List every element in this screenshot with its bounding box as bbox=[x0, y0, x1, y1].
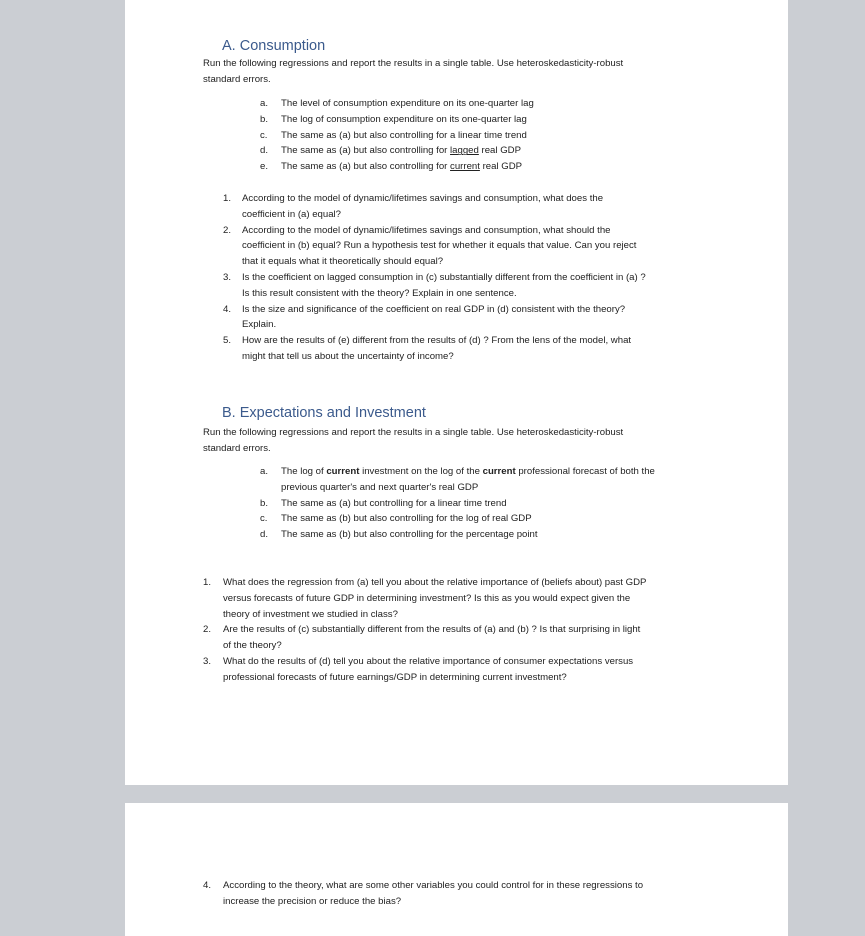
list-marker: b. bbox=[260, 497, 269, 509]
text-segment: real GDP bbox=[479, 161, 523, 173]
text-segment: The log of bbox=[281, 466, 327, 477]
list-item-line: The level of consumption expenditure on its one-quarter lag bbox=[281, 98, 534, 109]
list-marker: 4. bbox=[203, 880, 212, 891]
underlined-text: lagged bbox=[450, 145, 479, 157]
list-item-line: versus forecasts of future GDP in determining investment? Is this as you would expect given the bbox=[223, 592, 631, 604]
list-marker: b. bbox=[260, 113, 269, 125]
list-item-line: Explain. bbox=[242, 319, 277, 331]
list-item-line: According to the model of dynamic/lifetimes savings and consumption, what should the bbox=[242, 224, 611, 236]
intro-line: Run the following regressions and report the results in a single table. Use heteroskedasticity-robust bbox=[203, 427, 624, 438]
section-a-intro bbox=[203, 56, 623, 88]
list-marker: 2. bbox=[203, 624, 212, 636]
list-marker: a. bbox=[260, 98, 269, 109]
list-marker: 3. bbox=[203, 656, 212, 667]
list-item-line bbox=[281, 464, 655, 480]
text-segment: investment on the log of the bbox=[359, 466, 483, 477]
intro-line: Run the following regressions and report the results in a single table. Use heteroskedasticity-robust bbox=[203, 58, 624, 69]
list-marker: c. bbox=[260, 129, 268, 141]
text-segment: professional forecast of both the bbox=[515, 466, 655, 477]
document-page-1 bbox=[125, 0, 788, 785]
list-item-line: How are the results of (e) different from the results of (d) ? From the lens of the model, what bbox=[242, 335, 632, 347]
list-item-line: might that tell us about the uncertainty of income? bbox=[242, 351, 454, 362]
text-segment: The same as (a) but also controlling for bbox=[281, 161, 451, 173]
list-item-line: Is the size and significance of the coefficient on real GDP in (d) consistent with the theory? bbox=[242, 303, 626, 315]
list-marker: 4. bbox=[223, 303, 232, 315]
list-item-line: According to the theory, what are some other variables you could control for in these regressions to bbox=[223, 880, 644, 891]
section-b-heading: B. Expectations and Investment bbox=[222, 405, 426, 421]
list-item-line: Is this result consistent with the theory? Explain in one sentence. bbox=[242, 287, 517, 299]
list-item-line: coefficient in (a) equal? bbox=[242, 208, 342, 220]
section-b-intro bbox=[203, 425, 623, 457]
text-segment: real GDP bbox=[478, 145, 521, 157]
underlined-text: current bbox=[450, 161, 480, 173]
list-item-line bbox=[281, 159, 522, 175]
intro-line: standard errors. bbox=[203, 73, 271, 85]
list-item-line: Is the coefficient on lagged consumption in (c) substantially different from the coefficient in (a) ? bbox=[242, 272, 646, 283]
section-a-heading: A. Consumption bbox=[222, 38, 326, 54]
list-item-line: What does the regression from (a) tell you about the relative importance of (beliefs about) past GDP bbox=[223, 577, 647, 588]
bold-text: current bbox=[326, 466, 360, 477]
list-item-line: The same as (a) but controlling for a linear time trend bbox=[281, 497, 507, 509]
list-item-line: professional forecasts of future earnings/GDP in determining current investment? bbox=[223, 671, 567, 683]
list-item-line: increase the precision or reduce the bias? bbox=[223, 895, 402, 907]
list-marker: e. bbox=[260, 161, 269, 173]
list-marker: 5. bbox=[223, 335, 232, 347]
list-item-line: that it equals what it theoretically should equal? bbox=[242, 256, 444, 268]
intro-line: standard errors. bbox=[203, 442, 271, 454]
bold-text: current bbox=[482, 466, 516, 477]
list-marker: c. bbox=[260, 513, 268, 525]
list-item-line: The same as (b) but also controlling for the log of real GDP bbox=[281, 513, 532, 525]
list-item-line: The same as (b) but also controlling for the percentage point bbox=[281, 529, 538, 541]
list-item-line: previous quarter's and next quarter's real GDP bbox=[281, 481, 479, 493]
list-item-line bbox=[281, 143, 521, 159]
list-marker: d. bbox=[260, 529, 269, 541]
text-segment: The same as (a) but also controlling for bbox=[281, 145, 451, 157]
list-marker: 1. bbox=[203, 577, 212, 588]
document-page-2 bbox=[125, 803, 788, 936]
list-marker: a. bbox=[260, 466, 269, 477]
list-item-line: theory of investment we studied in class? bbox=[223, 608, 398, 620]
list-item-line: of the theory? bbox=[223, 640, 282, 652]
list-item-line: The log of consumption expenditure on its one-quarter lag bbox=[281, 113, 527, 125]
list-marker: 1. bbox=[223, 193, 232, 204]
list-item-line: Are the results of (c) substantially different from the results of (a) and (b) ? Is that surprising in light bbox=[223, 624, 641, 636]
list-marker: d. bbox=[260, 145, 269, 157]
list-item-line: coefficient in (b) equal? Run a hypothesis test for whether it equals that value. Can you reject bbox=[242, 240, 637, 252]
list-item-line: According to the model of dynamic/lifetimes savings and consumption, what does the bbox=[242, 193, 604, 204]
list-item-line: What do the results of (d) tell you about the relative importance of consumer expectations versus bbox=[223, 656, 634, 667]
list-item-line: The same as (a) but also controlling for a linear time trend bbox=[281, 129, 527, 141]
list-marker: 2. bbox=[223, 224, 232, 236]
list-marker: 3. bbox=[223, 272, 232, 283]
